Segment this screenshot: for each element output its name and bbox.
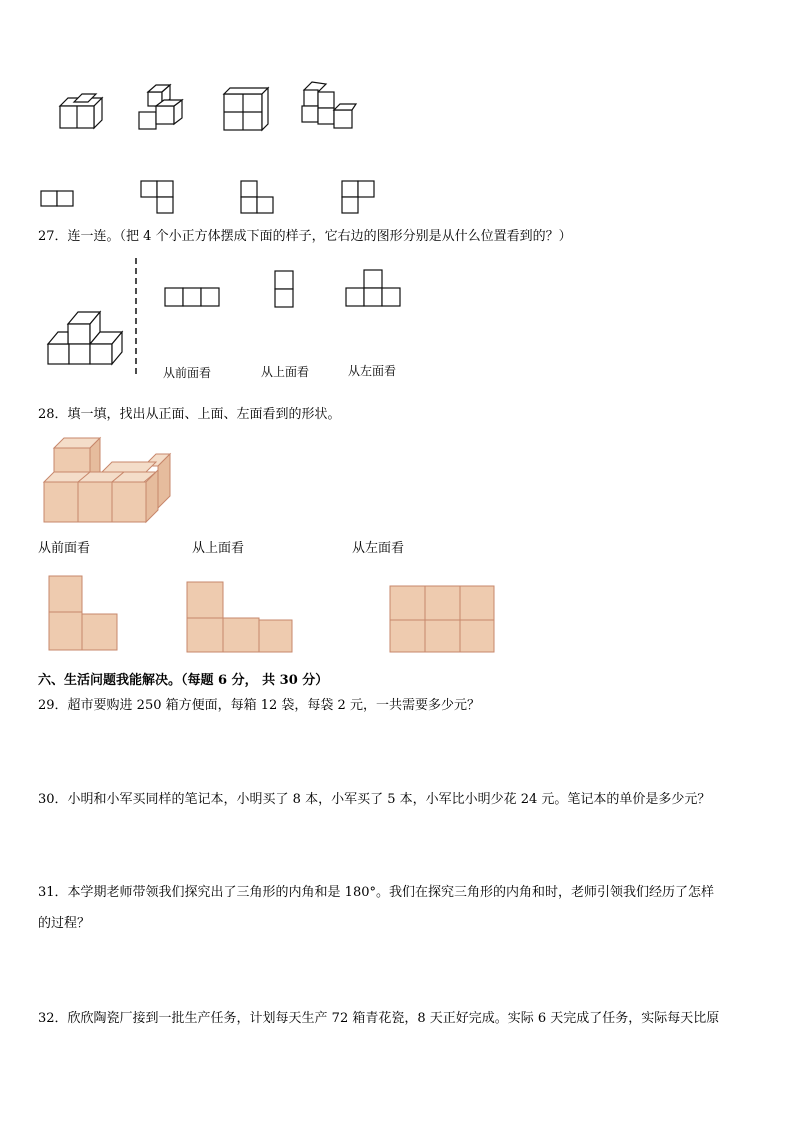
- cube-figure-4: [300, 80, 356, 132]
- q28-caption-front: 从前面看: [38, 541, 91, 556]
- question-31-line2: 的过程？: [38, 916, 91, 931]
- question-29: 29．超市要购进 250 箱方便面，每箱 12 袋，每袋 2 元，一共需要多少元？: [38, 698, 480, 713]
- q28-caption-top: 从上面看: [192, 541, 245, 556]
- question-28: 28．填一填，找出从正面、上面、左面看到的形状。: [38, 407, 341, 422]
- q27-view-top: [274, 270, 296, 308]
- q28-view-top: [186, 582, 296, 654]
- question-31-line1: 31．本学期老师带领我们探究出了三角形的内角和是 180°。我们在探究三角形的内角和时，老师引领我们经历了怎样: [38, 885, 714, 900]
- cube-figure-1: [56, 92, 106, 132]
- flat-view-2: [140, 180, 176, 216]
- q28-caption-left: 从左面看: [352, 541, 405, 556]
- q27-caption-top: 从上面看: [261, 365, 310, 379]
- q28-cube-stack: [44, 436, 172, 526]
- question-32: 32．欣欣陶瓷厂接到一批生产任务，计划每天生产 72 箱青花瓷，8 天正好完成。实际 6 天完成了任务，实际每天比原: [38, 1011, 720, 1026]
- question-30: 30．小明和小军买同样的笔记本，小明买了 8 本，小军买了 5 本，小军比小明少花 24 元。笔记本的单价是多少元？: [38, 792, 711, 807]
- flat-view-1: [40, 190, 76, 208]
- flat-view-3: [240, 180, 276, 216]
- q27-view-left: [345, 269, 403, 309]
- q27-cube-stack: [46, 304, 126, 366]
- q28-view-front: [48, 576, 120, 652]
- q27-caption-front: 从前面看: [163, 366, 212, 380]
- section-6-title: 六、生活问题我能解决。（每题 6 分， 共 30 分）: [38, 673, 329, 688]
- cube-figure-3: [222, 86, 272, 132]
- question-27: 27．连一连。（把 4 个小正方体摆成下面的样子，它右边的图形分别是从什么位置看到的？）: [38, 229, 572, 244]
- q28-view-left: [390, 586, 496, 654]
- q27-caption-left: 从左面看: [348, 364, 397, 378]
- cube-figure-2: [138, 84, 188, 132]
- flat-view-4: [341, 180, 377, 216]
- q27-dashed-divider: [134, 258, 138, 378]
- q27-view-front: [164, 287, 224, 307]
